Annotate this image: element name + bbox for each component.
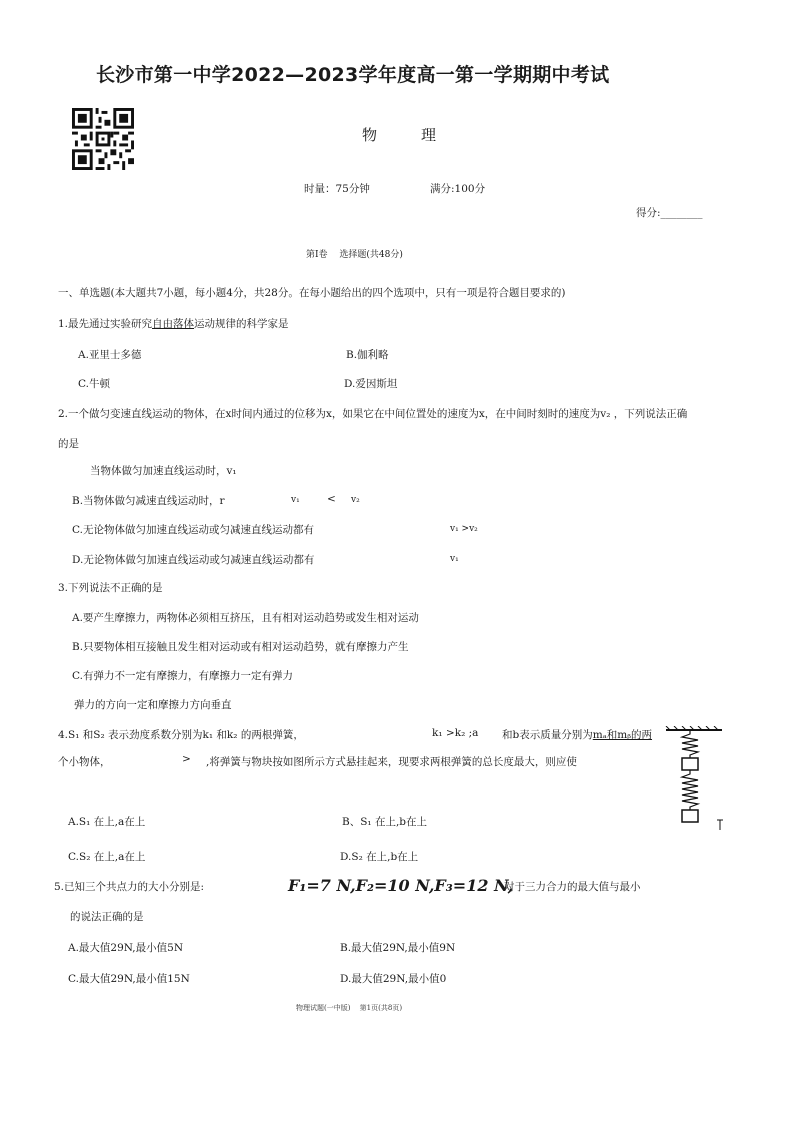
q1-option-d: D.爱因斯坦 <box>344 378 398 390</box>
page-footer: 物理试题(一中版) 第1页(共8页) <box>296 1004 403 1012</box>
q5-option-d: D.最大值29N,最小值0 <box>340 973 447 985</box>
q2-option-b: B.当物体做匀减速直线运动时，r <box>72 495 225 507</box>
q2-option-b-less-than: < <box>327 493 336 505</box>
section-title: 第Ⅰ卷 选择题(共48分) <box>306 250 403 260</box>
question-4-stem-line2a: 个小物体， <box>58 756 111 768</box>
question-2-stem-line1: 2.一个做匀变速直线运动的物体，在x时间内通过的位移为x，如果它在中间位置处的速度为x，在中间时刻时的速度为v₂ ，下列说法正确 <box>58 408 688 420</box>
q2-option-b-v1: v₁ <box>291 495 300 505</box>
question-4-stem-part2: k₁ >k₂ ;a <box>432 727 479 739</box>
q3-option-c: C.有弹力不一定有摩擦力，有摩擦力一定有弹力 <box>72 670 293 682</box>
question-5-stem-prefix: 5.已知三个共点力的大小分别是: <box>54 881 205 893</box>
q5-force-formula: F₁=7 N,F₂=10 N,F₃=12 N, <box>288 876 514 895</box>
question-4-stem-part3: 和b表示质量分别为mₐ和mᵦ的两 <box>502 729 653 741</box>
q5-option-a: A.最大值29N,最小值5N <box>68 942 184 954</box>
q5-option-c: C.最大值29N,最小值15N <box>68 973 190 985</box>
question-5-stem-line2: 的说法正确的是 <box>70 911 144 923</box>
exam-title: 长沙市第一中学2022—2023学年度高一第一学期期中考试 <box>96 64 610 86</box>
q4-option-a: A.S₁ 在上,a在上 <box>68 816 146 828</box>
question-3-stem: 3.下列说法不正确的是 <box>58 582 163 594</box>
q2-option-c-relation: v₁ >v₂ <box>450 524 478 534</box>
q4-option-b: B、S₁ 在上,b在上 <box>342 816 428 828</box>
q5-option-b: B.最大值29N,最小值9N <box>340 942 456 954</box>
score-blank: 得分:________ <box>636 207 703 219</box>
question-5-stem-suffix: 对于三力合力的最大值与最小 <box>504 881 641 893</box>
q1-option-b: B.伽利略 <box>346 349 389 361</box>
qr-code-icon <box>72 108 134 170</box>
q1-option-c: C.牛顿 <box>78 378 110 390</box>
q2-option-d-relation: v₁ <box>450 554 459 564</box>
question-4-greater-than: > <box>182 753 191 765</box>
q2-option-d: D.无论物体做匀加速直线运动或匀减速直线运动都有 <box>72 554 315 566</box>
spring-block-diagram-icon <box>662 726 726 832</box>
subject-heading: 物理 <box>362 126 481 144</box>
q2-option-c: C.无论物体做匀加速直线运动或匀减速直线运动都有 <box>72 524 314 536</box>
q2-option-a: 当物体做匀加速直线运动时，v₁ <box>90 465 237 477</box>
q3-option-d: 弹力的方向一定和摩擦力方向垂直 <box>74 699 232 711</box>
q3-option-a: A.要产生摩擦力，两物体必须相互挤压，且有相对运动趋势或发生相对运动 <box>72 612 419 624</box>
q2-option-b-v2: v₂ <box>351 495 360 505</box>
question-2-stem-line2: 的是 <box>58 438 79 450</box>
q4-option-c: C.S₂ 在上,a在上 <box>68 851 146 863</box>
question-4-stem-part1: 4.S₁ 和S₂ 表示劲度系数分别为k₁ 和k₂ 的两根弹簧， <box>58 729 304 741</box>
time-limit: 时量：75分钟 <box>304 183 370 195</box>
full-score: 满分:100分 <box>430 183 486 195</box>
question-4-stem-line2b: ,将弹簧与物块按如图所示方式悬挂起来，现要求两根弹簧的总长度最大，则应使 <box>206 756 577 768</box>
q1-option-a: A.亚里士多德 <box>78 349 142 361</box>
q4-option-d: D.S₂ 在上,b在上 <box>340 851 419 863</box>
question-1-stem: 1.最先通过实验研究自由落体运动规律的科学家是 <box>58 318 289 330</box>
q3-option-b: B.只要物体相互接触且发生相对运动或有相对运动趋势，就有摩擦力产生 <box>72 641 409 653</box>
instructions: 一、单选题(本大题共7小题，每小题4分，共28分。在每小题给出的四个选项中，只有一项是符合题目要求的) <box>58 287 566 299</box>
